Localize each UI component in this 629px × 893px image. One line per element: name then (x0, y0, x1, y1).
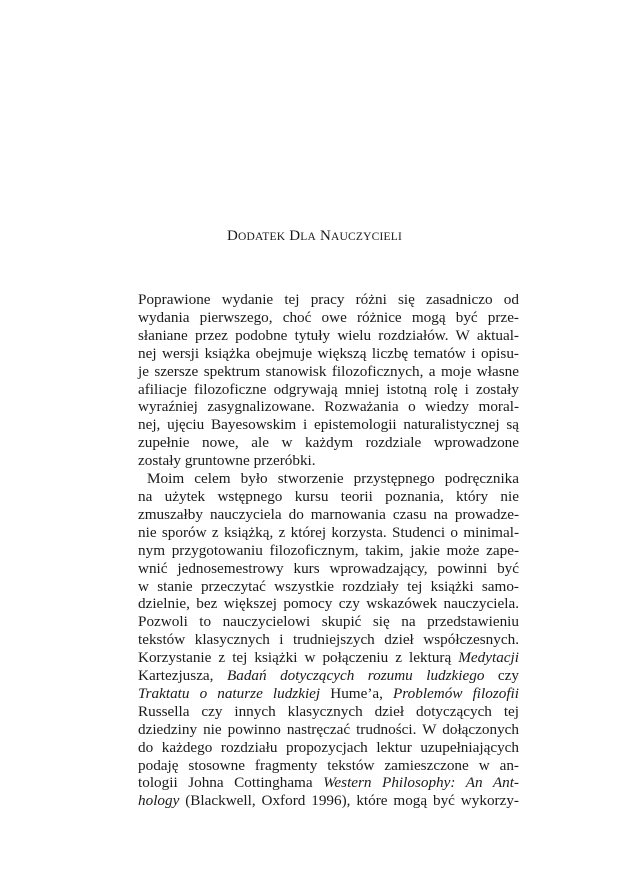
title-word-2-rest: LA (300, 231, 316, 243)
paragraph-1 (138, 291, 519, 470)
text-line (138, 792, 519, 810)
text-line: Moim celem było stworzenie przystępnego podręcznika (147, 470, 519, 488)
text-line: nej wersji książka obejmuje większą liczbę tematów i opisu- (138, 344, 519, 362)
text-line: w stanie przeczytać wszystkie rozdziały tej książki samo- (138, 577, 519, 595)
text-segment: Kartezjusza, (138, 667, 227, 685)
text-line: słaniane przez podobne tytuły wielu rozdziałów. W aktual- (138, 326, 519, 344)
book-title-western-philosophy: Western Philosophy: An Ant- (323, 774, 519, 792)
text-line: do każdego rozdziału propozycjach lektur uzupełniających (138, 738, 519, 756)
book-title-enquiry: Badań dotyczących rozumu ludzkiego (226, 667, 485, 685)
book-title-treatise: Traktatu o naturze ludzkiej (138, 684, 321, 702)
title-word-2-initial: D (289, 228, 301, 244)
text-line (138, 685, 519, 703)
text-line: afiliacje filozoficzne odgrywają mniej istotną rolę i zostały (138, 380, 519, 398)
text-line: Russella czy innych klasycznych dzieł dotyczących tej (138, 702, 519, 720)
text-line: zostały gruntowne przeróbki. (138, 452, 316, 470)
book-title-problems: Problemów filozofii (393, 684, 519, 702)
text-segment: Korzystanie z tej książki w połączeniu z lekturą (138, 649, 459, 667)
text-segment: Hume’a, (320, 684, 394, 702)
title-word-3-rest: AUCZYCIELI (330, 231, 402, 243)
paragraph-2 (138, 470, 519, 810)
title-word-3-initial: N (319, 228, 331, 244)
body-text (138, 291, 519, 810)
text-segment: (Blackwell, Oxford 1996), które mogą być wykorzy- (179, 792, 519, 810)
text-line: Pozwoli to nauczycielowi skupić się na przedstawieniu (138, 613, 519, 631)
text-line: nie sporów z książką, z której korzysta. Studenci o minimal- (138, 523, 519, 541)
text-line: Poprawione wydanie tej pracy różni się zasadniczo od (138, 291, 519, 308)
text-line: nym przygotowaniu filozoficznym, takim, jakie może zape- (138, 541, 519, 559)
text-line: na użytek wstępnego kursu teorii poznania, który nie (138, 487, 519, 505)
text-line (138, 667, 519, 685)
text-line: dzielnie, bez większej pomocy czy wskazówek nauczyciela. (138, 595, 519, 613)
text-line: wydania pierwszego, choć owe różnice mogą być prze- (138, 308, 519, 326)
book-title-meditations: Medytacji (458, 649, 519, 667)
text-line (138, 649, 519, 667)
text-line: nej, ujęciu Bayesowskim i epistemologii naturalistycznej są (138, 416, 519, 434)
text-line: dziedziny nie powinno nastręczać trudności. W dołączonych (138, 720, 519, 738)
book-title-western-philosophy-end: hology (138, 792, 180, 810)
text-line: tekstów klasycznych i trudniejszych dzieł współczesnych. (138, 631, 519, 649)
text-segment: czy (484, 667, 520, 685)
title-word-1-initial: D (227, 228, 239, 244)
text-segment: tologii Johna Cottinghama (138, 774, 324, 792)
text-line (138, 774, 519, 792)
text-line: podaję stosowne fragmenty tekstów zamieszczone w an- (138, 756, 519, 774)
page-title (0, 228, 629, 245)
title-word-1-rest: ODATEK (238, 231, 286, 243)
text-line: zupełnie nowe, ale w każdym rozdziale wprowadzone (138, 434, 519, 452)
text-line: je szersze spektrum stanowisk filozoficznych, a moje własne (138, 362, 519, 380)
text-line: wnić jednosemestrowy kurs wprowadzający, powinni być (138, 559, 519, 577)
text-line: zmuszałby nauczyciela do marnowania czasu na prowadze- (138, 505, 519, 523)
text-line: wyraźniej zasygnalizowane. Rozważania o wiedzy moral- (138, 398, 519, 416)
